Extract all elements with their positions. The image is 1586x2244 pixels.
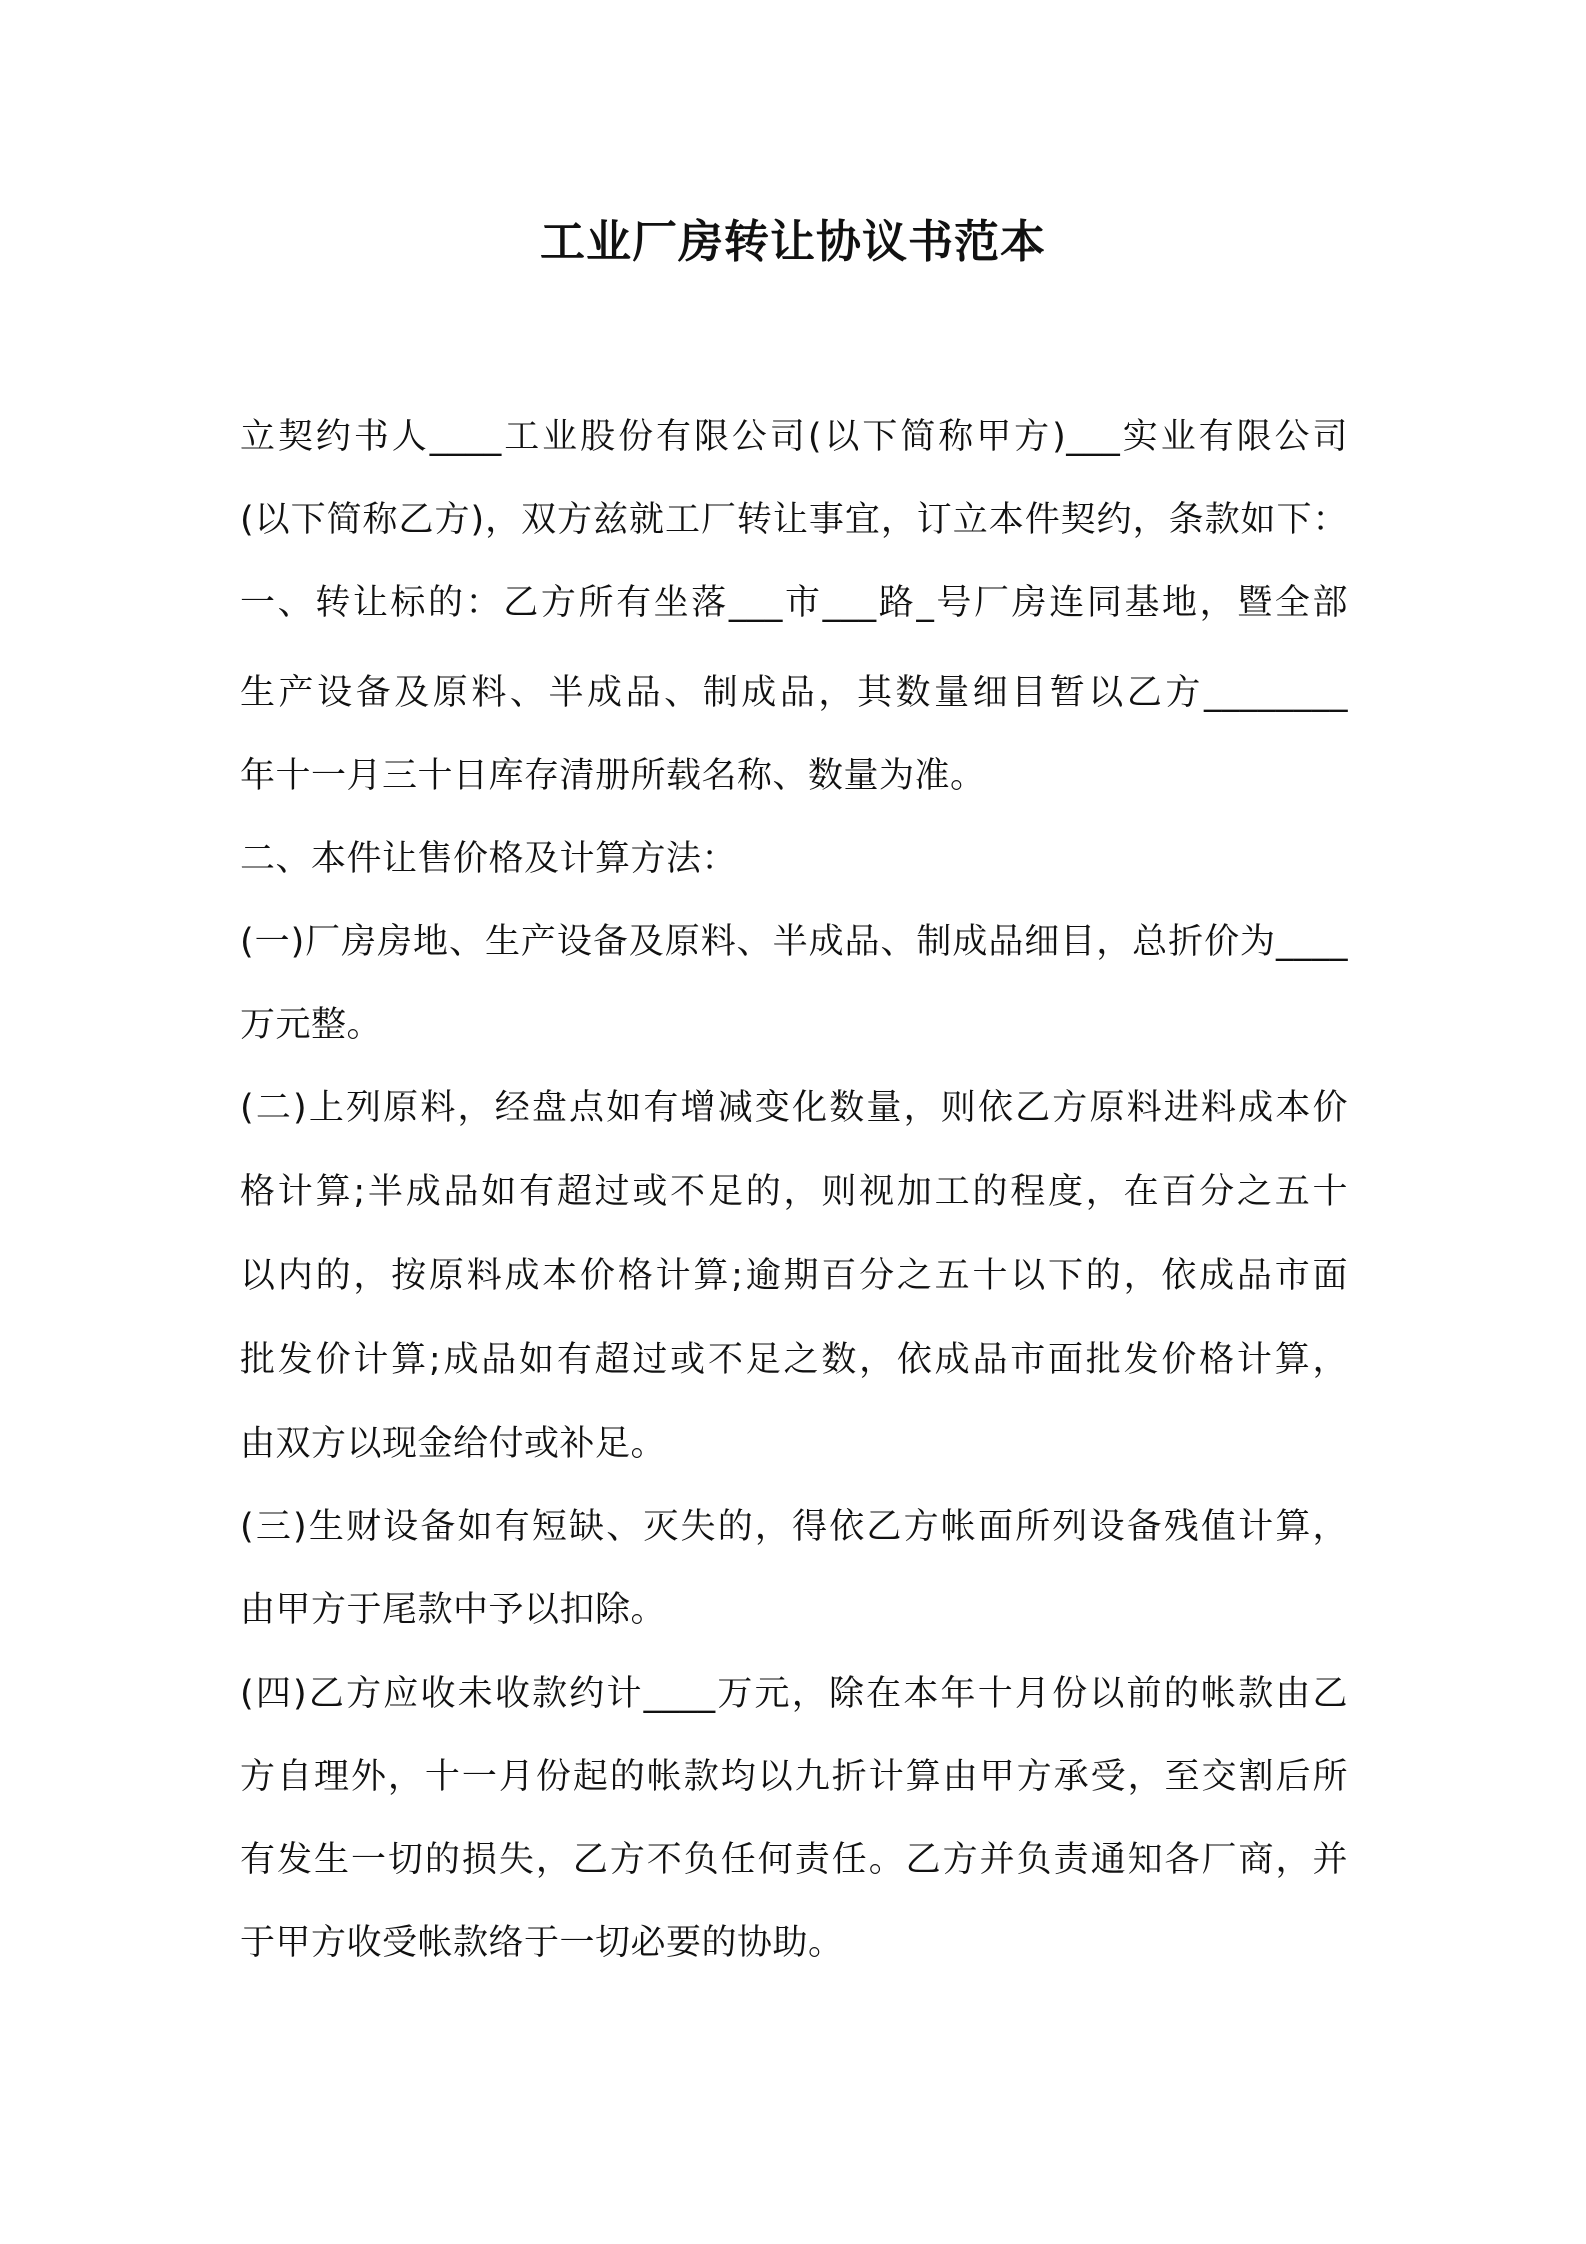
paragraph-line: (四)乙方应收未收款约计____万元，除在本年十月份以前的帐款由乙 xyxy=(240,1674,1348,1714)
paragraph-line: 万元整。 xyxy=(240,1005,383,1045)
paragraph-line: 以内的，按原料成本价格计算;逾期百分之五十以下的，依成品市面 xyxy=(240,1256,1348,1296)
paragraph-line: 由甲方于尾款中予以扣除。 xyxy=(240,1590,667,1630)
paragraph-line: 批发价计算;成品如有超过或不足之数，依成品市面批发价格计算， xyxy=(240,1340,1348,1380)
document-title: 工业厂房转让协议书范本 xyxy=(539,215,1046,268)
paragraph-line: 格计算;半成品如有超过或不足的，则视加工的程度，在百分之五十 xyxy=(240,1172,1348,1212)
paragraph-line: 立契约书人____工业股份有限公司(以下简称甲方)___实业有限公司 xyxy=(240,417,1348,457)
paragraph-line: (三)生财设备如有短缺、灭失的，得依乙方帐面所列设备残值计算， xyxy=(240,1507,1348,1547)
paragraph-line: 方自理外，十一月份起的帐款均以九折计算由甲方承受，至交割后所 xyxy=(240,1757,1348,1797)
paragraph-line: 一、转让标的：乙方所有坐落___市___路_号厂房连同基地，暨全部 xyxy=(240,583,1348,623)
paragraph-line: 二、本件让售价格及计算方法： xyxy=(240,839,738,879)
paragraph-line: (一)厂房房地、生产设备及原料、半成品、制成品细目，总折价为____ xyxy=(240,922,1348,962)
paragraph-line: (以下简称乙方)，双方兹就工厂转让事宜，订立本件契约，条款如下： xyxy=(240,500,1348,540)
paragraph-line: 生产设备及原料、半成品、制成品，其数量细目暂以乙方________ xyxy=(240,673,1348,713)
paragraph-line: 有发生一切的损失，乙方不负任何责任。乙方并负责通知各厂商，并 xyxy=(240,1840,1348,1880)
paragraph-line: 由双方以现金给付或补足。 xyxy=(240,1424,667,1464)
paragraph-line: 年十一月三十日库存清册所载名称、数量为准。 xyxy=(240,756,986,796)
paragraph-line: (二)上列原料，经盘点如有增减变化数量，则依乙方原料进料成本价 xyxy=(240,1088,1348,1128)
paragraph-line: 于甲方收受帐款络于一切必要的协助。 xyxy=(240,1923,844,1963)
